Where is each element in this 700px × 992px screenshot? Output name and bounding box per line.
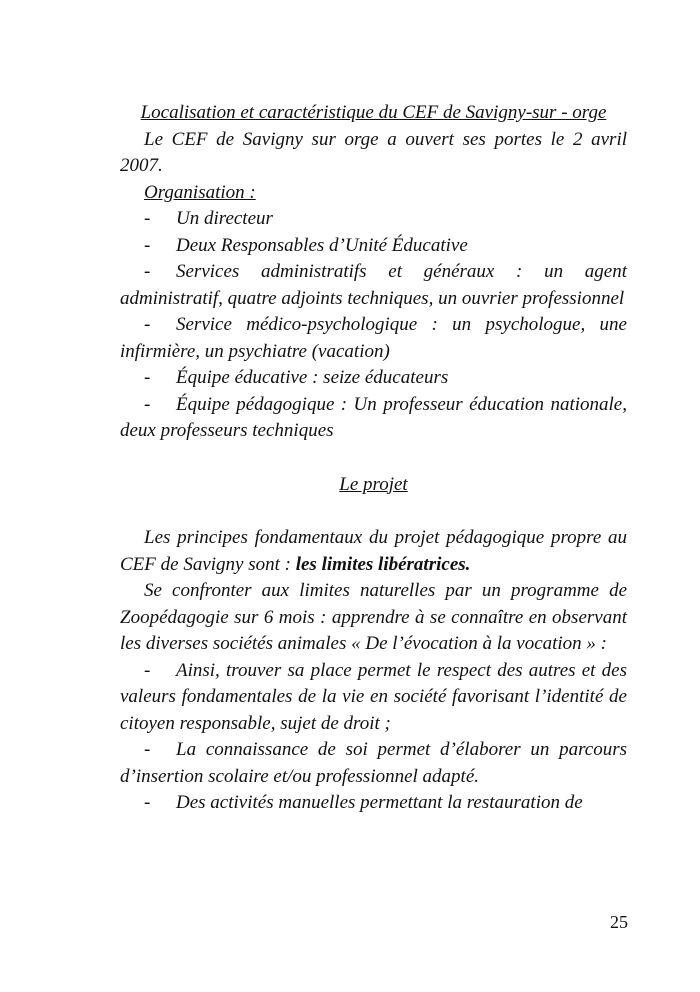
section-title-localisation: Localisation et caractéristique du CEF de Savigny-sur - orge xyxy=(140,102,607,123)
bullet-dash: - xyxy=(144,208,151,229)
principles-paragraph: Les principes fondamentaux du projet pédagogique propre au CEF de Savigny sont : les limites libératrices. xyxy=(120,527,627,575)
bullet-dash: - xyxy=(144,261,151,282)
list-item: - Des activités manuelles permettant la restauration de xyxy=(120,790,627,817)
list-item: - Ainsi, trouver sa place permet le respect des autres et des valeurs fondamentales de la vie en société favorisant l’identité de citoyen responsable, sujet de droit ; xyxy=(120,659,627,734)
key-phrase: les limites libératrices. xyxy=(295,553,471,575)
bullet-dash: - xyxy=(144,739,151,760)
list-item: - Un directeur xyxy=(120,206,627,233)
zoopedagogie-paragraph: Se confronter aux limites naturelles par un programme de Zoopédagogie sur 6 mois : apprendre à se connaître en observant les diverses sociétés animales « De l’évocation à la vocation » : xyxy=(120,580,627,654)
bullet-dash: - xyxy=(144,234,151,256)
list-item: - Service médico-psychologique : un psychologue, une infirmière, un psychiatre (vacation) xyxy=(120,314,627,362)
document-page xyxy=(120,100,627,817)
bullet-dash: - xyxy=(144,659,151,681)
organisation-heading xyxy=(120,180,627,207)
organisation-heading-text: Organisation : xyxy=(144,181,256,203)
list-item: - Services administratifs et généraux : un agent administratif, quatre adjoints techniques, un ouvrier professionnel xyxy=(120,261,627,309)
bullet-dash: - xyxy=(144,314,151,335)
section-title-projet: Le projet xyxy=(339,473,408,495)
page-number: 25 xyxy=(610,912,628,932)
list-item: - Deux Responsables d’Unité Éducative xyxy=(120,233,627,260)
list-item: - La connaissance de soi permet d’élaborer un parcours d’insertion scolaire et/ou professionnel adapté. xyxy=(120,739,627,787)
list-item: - Équipe éducative : seize éducateurs xyxy=(120,365,627,392)
intro-paragraph: Le CEF de Savigny sur orge a ouvert ses portes le 2 avril 2007. xyxy=(120,128,627,176)
bullet-dash: - xyxy=(144,393,151,415)
list-item: - Équipe pédagogique : Un professeur éducation nationale, deux professeurs techniques xyxy=(120,393,627,441)
bullet-dash: - xyxy=(144,792,151,813)
bullet-dash: - xyxy=(144,367,151,388)
